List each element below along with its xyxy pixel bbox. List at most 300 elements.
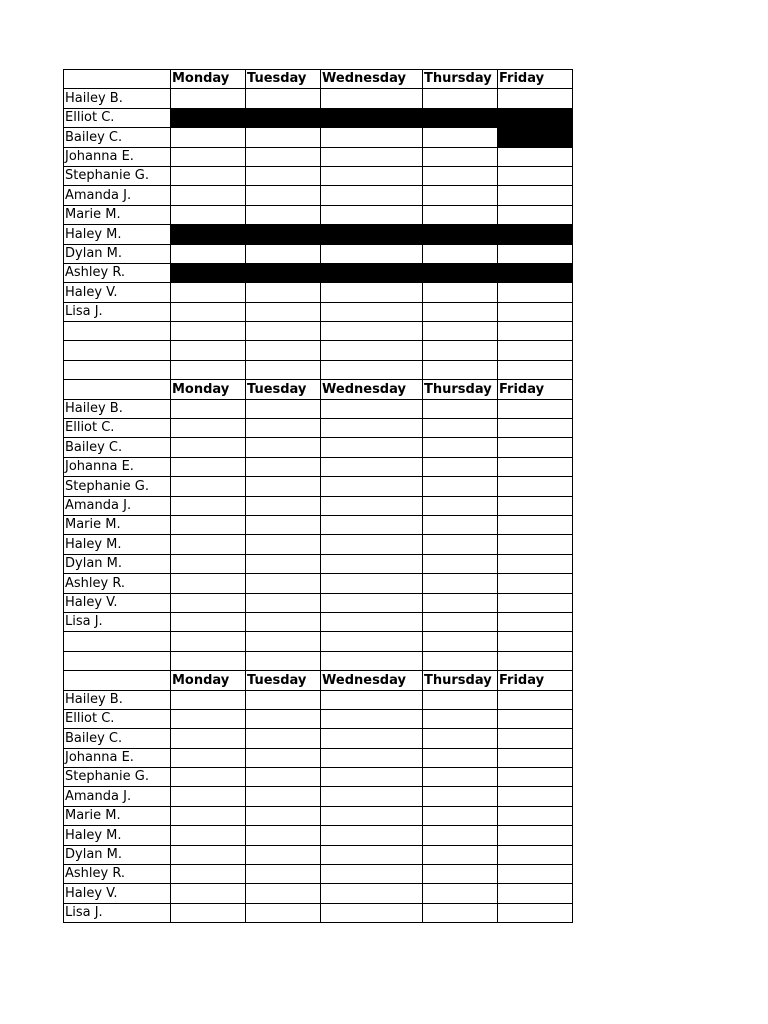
schedule-cell[interactable] [498,593,573,612]
schedule-cell[interactable] [246,515,321,534]
schedule-cell[interactable] [246,166,321,185]
schedule-cell[interactable] [423,709,498,728]
schedule-cell[interactable] [246,496,321,515]
schedule-cell[interactable] [321,787,423,806]
schedule-cell[interactable] [498,419,573,438]
schedule-cell[interactable] [246,302,321,321]
name-cell[interactable]: Marie M. [64,806,171,825]
schedule-cell[interactable] [321,612,423,631]
schedule-cell[interactable] [423,748,498,767]
schedule-cell[interactable] [423,515,498,534]
table-row [64,748,573,767]
schedule-cell[interactable] [246,457,321,476]
schedule-cell[interactable] [171,574,246,593]
schedule-cell[interactable] [321,244,423,263]
header-corner-cell[interactable] [64,70,171,89]
blank-row [64,360,573,379]
filled-cell[interactable] [321,225,423,244]
empty-cell[interactable] [498,341,573,360]
schedule-cell[interactable] [171,147,246,166]
schedule-cell[interactable] [321,419,423,438]
day-header-wednesday[interactable]: Wednesday [321,671,423,690]
schedule-cell[interactable] [423,768,498,787]
name-cell[interactable]: Johanna E. [64,147,171,166]
empty-cell[interactable] [321,341,423,360]
schedule-cell[interactable] [423,89,498,108]
empty-cell[interactable] [171,322,246,341]
name-cell[interactable]: Haley M. [64,535,171,554]
empty-cell[interactable] [423,651,498,670]
empty-cell[interactable] [246,651,321,670]
empty-cell[interactable] [423,341,498,360]
empty-cell[interactable] [321,651,423,670]
table-row [64,515,573,534]
name-cell[interactable]: Lisa J. [64,302,171,321]
filled-cell[interactable] [246,108,321,127]
table-row [64,709,573,728]
schedule-cell[interactable] [321,768,423,787]
name-cell[interactable]: Elliot C. [64,108,171,127]
name-cell[interactable]: Marie M. [64,205,171,224]
schedule-cell[interactable] [423,690,498,709]
schedule-cell[interactable] [321,457,423,476]
schedule-cell[interactable] [423,845,498,864]
schedule-cell[interactable] [171,89,246,108]
empty-cell[interactable] [246,632,321,651]
table-row [64,263,573,282]
schedule-cell[interactable] [171,477,246,496]
schedule-cell[interactable] [246,768,321,787]
day-header-thursday[interactable]: Thursday [423,671,498,690]
schedule-cell[interactable] [423,806,498,825]
filled-cell[interactable] [171,263,246,282]
schedule-cell[interactable] [171,865,246,884]
schedule-cell[interactable] [321,477,423,496]
table-row [64,612,573,631]
table-row [64,787,573,806]
schedule-cell[interactable] [321,166,423,185]
filled-cell[interactable] [423,225,498,244]
filled-cell[interactable] [498,225,573,244]
schedule-cell[interactable] [171,496,246,515]
table-row [64,89,573,108]
schedule-cell[interactable] [321,515,423,534]
name-cell[interactable]: Amanda J. [64,186,171,205]
schedule-cell[interactable] [423,554,498,573]
schedule-cell[interactable] [498,477,573,496]
table-row [64,147,573,166]
schedule-cell[interactable] [171,787,246,806]
schedule-cell[interactable] [171,826,246,845]
name-cell[interactable]: Lisa J. [64,612,171,631]
schedule-cell[interactable] [321,903,423,922]
schedule-cell[interactable] [498,186,573,205]
schedule-cell[interactable] [498,302,573,321]
schedule-cell[interactable] [498,845,573,864]
name-cell[interactable]: Elliot C. [64,419,171,438]
schedule-cell[interactable] [498,438,573,457]
table-row [64,826,573,845]
filled-cell[interactable] [321,108,423,127]
schedule-cell[interactable] [423,186,498,205]
schedule-cell[interactable] [321,302,423,321]
schedule-cell[interactable] [171,166,246,185]
empty-cell[interactable] [246,360,321,379]
empty-cell[interactable] [171,651,246,670]
schedule-cell[interactable] [321,806,423,825]
schedule-cell[interactable] [171,593,246,612]
header-corner-cell[interactable] [64,671,171,690]
schedule-cell[interactable] [246,729,321,748]
empty-cell[interactable] [171,360,246,379]
filled-cell[interactable] [246,263,321,282]
schedule-cell[interactable] [423,399,498,418]
schedule-cell[interactable] [321,438,423,457]
schedule-cell[interactable] [498,884,573,903]
schedule-cell[interactable] [246,748,321,767]
name-cell[interactable]: Marie M. [64,515,171,534]
schedule-cell[interactable] [321,826,423,845]
schedule-cell[interactable] [321,709,423,728]
schedule-cell[interactable] [423,884,498,903]
schedule-cell[interactable] [498,89,573,108]
day-header-tuesday[interactable]: Tuesday [246,70,321,89]
empty-cell[interactable] [64,360,171,379]
empty-cell[interactable] [498,322,573,341]
filled-cell[interactable] [423,263,498,282]
table-row [64,768,573,787]
header-row [64,671,573,690]
empty-cell[interactable] [498,651,573,670]
schedule-cell[interactable] [171,205,246,224]
schedule-cell[interactable] [321,205,423,224]
schedule-cell[interactable] [423,612,498,631]
table-row [64,729,573,748]
schedule-cell[interactable] [321,496,423,515]
schedule-cell[interactable] [171,283,246,302]
filled-cell[interactable] [498,108,573,127]
schedule-cell[interactable] [246,612,321,631]
name-cell[interactable]: Ashley R. [64,263,171,282]
schedule-cell[interactable] [321,554,423,573]
schedule-cell[interactable] [171,438,246,457]
table-row [64,690,573,709]
schedule-cell[interactable] [171,690,246,709]
schedule-cell[interactable] [423,826,498,845]
schedule-cell[interactable] [498,574,573,593]
schedule-cell[interactable] [498,515,573,534]
filled-cell[interactable] [498,128,573,147]
schedule-cell[interactable] [246,554,321,573]
table-row [64,496,573,515]
schedule-cell[interactable] [246,205,321,224]
schedule-cell[interactable] [423,147,498,166]
schedule-cell[interactable] [171,806,246,825]
name-cell[interactable]: Hailey B. [64,399,171,418]
day-header-friday[interactable]: Friday [498,70,573,89]
day-header-thursday[interactable]: Thursday [423,70,498,89]
schedule-cell[interactable] [498,903,573,922]
schedule-cell[interactable] [498,554,573,573]
schedule-cell[interactable] [171,302,246,321]
name-cell[interactable]: Dylan M. [64,244,171,263]
empty-cell[interactable] [64,632,171,651]
schedule-cell[interactable] [321,593,423,612]
schedule-cell[interactable] [423,419,498,438]
schedule-cell[interactable] [498,147,573,166]
table-row [64,244,573,263]
schedule-cell[interactable] [423,729,498,748]
schedule-cell[interactable] [498,787,573,806]
schedule-cell[interactable] [321,865,423,884]
schedule-cell[interactable] [423,283,498,302]
day-header-monday[interactable]: Monday [171,380,246,399]
schedule-cell[interactable] [171,535,246,554]
schedule-cell[interactable] [246,477,321,496]
schedule-cell[interactable] [498,865,573,884]
empty-cell[interactable] [321,632,423,651]
schedule-cell[interactable] [246,787,321,806]
day-header-wednesday[interactable]: Wednesday [321,380,423,399]
day-header-monday[interactable]: Monday [171,671,246,690]
schedule-cell[interactable] [246,845,321,864]
day-header-tuesday[interactable]: Tuesday [246,380,321,399]
table-row [64,903,573,922]
schedule-cell[interactable] [246,826,321,845]
empty-cell[interactable] [171,632,246,651]
schedule-cell[interactable] [246,89,321,108]
schedule-cell[interactable] [246,147,321,166]
empty-cell[interactable] [321,360,423,379]
empty-cell[interactable] [64,341,171,360]
name-cell[interactable]: Ashley R. [64,865,171,884]
name-cell[interactable]: Hailey B. [64,89,171,108]
day-header-tuesday[interactable]: Tuesday [246,671,321,690]
schedule-cell[interactable] [498,166,573,185]
schedule-cell[interactable] [246,593,321,612]
filled-cell[interactable] [171,108,246,127]
empty-cell[interactable] [423,360,498,379]
schedule-cell[interactable] [171,884,246,903]
table-row [64,128,573,147]
name-cell[interactable]: Stephanie G. [64,768,171,787]
schedule-cell[interactable] [423,457,498,476]
day-header-thursday[interactable]: Thursday [423,380,498,399]
schedule-cell[interactable] [246,438,321,457]
empty-cell[interactable] [498,360,573,379]
schedule-cell[interactable] [171,554,246,573]
schedule-cell[interactable] [171,845,246,864]
schedule-cell[interactable] [321,729,423,748]
day-header-friday[interactable]: Friday [498,671,573,690]
table-row [64,166,573,185]
schedule-cell[interactable] [498,612,573,631]
schedule-cell[interactable] [423,574,498,593]
schedule-cell[interactable] [246,574,321,593]
schedule-cell[interactable] [171,709,246,728]
schedule-cell[interactable] [321,147,423,166]
name-cell[interactable]: Dylan M. [64,845,171,864]
filled-cell[interactable] [423,108,498,127]
schedule-cell[interactable] [321,884,423,903]
schedule-cell[interactable] [171,128,246,147]
name-cell[interactable]: Stephanie G. [64,166,171,185]
schedule-cell[interactable] [423,166,498,185]
schedule-cell[interactable] [246,806,321,825]
empty-cell[interactable] [246,341,321,360]
schedule-cell[interactable] [321,283,423,302]
empty-cell[interactable] [64,651,171,670]
schedule-cell[interactable] [321,186,423,205]
schedule-cell[interactable] [171,612,246,631]
schedule-cell[interactable] [423,496,498,515]
header-row [64,70,573,89]
table-row [64,477,573,496]
schedule-cell[interactable] [498,729,573,748]
schedule-cell[interactable] [246,865,321,884]
table-row [64,535,573,554]
name-cell[interactable]: Bailey C. [64,438,171,457]
schedule-cell[interactable] [246,186,321,205]
schedule-cell[interactable] [321,690,423,709]
schedule-cell[interactable] [246,535,321,554]
schedule-cell[interactable] [498,709,573,728]
schedule-cell[interactable] [171,399,246,418]
schedule-cell[interactable] [498,496,573,515]
schedule-cell[interactable] [246,128,321,147]
schedule-cell[interactable] [246,283,321,302]
name-cell[interactable]: Elliot C. [64,709,171,728]
filled-cell[interactable] [171,225,246,244]
schedule-cell[interactable] [171,515,246,534]
schedule-cell[interactable] [246,903,321,922]
schedule-cell[interactable] [498,826,573,845]
schedule-cell[interactable] [498,806,573,825]
empty-cell[interactable] [246,322,321,341]
schedule-cell[interactable] [498,768,573,787]
schedule-cell[interactable] [423,787,498,806]
schedule-cell[interactable] [246,709,321,728]
schedule-cell[interactable] [423,128,498,147]
schedule-cell[interactable] [246,399,321,418]
table-row [64,225,573,244]
table-row [64,419,573,438]
schedule-cell[interactable] [246,244,321,263]
schedule-cell[interactable] [171,244,246,263]
schedule-cell[interactable] [498,690,573,709]
schedule-cell[interactable] [498,748,573,767]
schedule-cell[interactable] [423,865,498,884]
name-cell[interactable]: Johanna E. [64,748,171,767]
table-row [64,457,573,476]
schedule-cell[interactable] [321,89,423,108]
name-cell[interactable]: Johanna E. [64,457,171,476]
schedule-cell[interactable] [321,748,423,767]
schedule-cell[interactable] [423,535,498,554]
name-cell[interactable]: Hailey B. [64,690,171,709]
empty-cell[interactable] [171,341,246,360]
schedule-cell[interactable] [171,768,246,787]
day-header-friday[interactable]: Friday [498,380,573,399]
empty-cell[interactable] [321,322,423,341]
name-cell[interactable]: Lisa J. [64,903,171,922]
schedule-cell[interactable] [423,244,498,263]
name-cell[interactable]: Dylan M. [64,554,171,573]
schedule-cell[interactable] [321,128,423,147]
name-cell[interactable]: Amanda J. [64,496,171,515]
table-row [64,554,573,573]
schedule-cell[interactable] [171,186,246,205]
schedule-cell[interactable] [423,593,498,612]
name-cell[interactable]: Haley M. [64,826,171,845]
name-cell[interactable]: Ashley R. [64,574,171,593]
blank-row [64,322,573,341]
name-cell[interactable]: Bailey C. [64,128,171,147]
name-cell[interactable]: Haley M. [64,225,171,244]
empty-cell[interactable] [423,322,498,341]
schedule-sheet-body [64,70,573,923]
name-cell[interactable]: Haley V. [64,283,171,302]
schedule-cell[interactable] [171,748,246,767]
schedule-cell[interactable] [171,457,246,476]
table-row [64,108,573,127]
name-cell[interactable]: Stephanie G. [64,477,171,496]
schedule-cell[interactable] [246,690,321,709]
schedule-cell[interactable] [246,884,321,903]
table-row [64,205,573,224]
name-cell[interactable]: Haley V. [64,884,171,903]
blank-row [64,632,573,651]
day-header-wednesday[interactable]: Wednesday [321,70,423,89]
filled-cell[interactable] [498,263,573,282]
schedule-cell[interactable] [171,729,246,748]
schedule-cell[interactable] [423,903,498,922]
header-row [64,380,573,399]
name-cell[interactable]: Bailey C. [64,729,171,748]
schedule-cell[interactable] [498,205,573,224]
schedule-cell[interactable] [423,438,498,457]
schedule-cell[interactable] [423,205,498,224]
schedule-cell[interactable] [321,574,423,593]
schedule-cell[interactable] [498,283,573,302]
schedule-cell[interactable] [498,399,573,418]
filled-cell[interactable] [246,225,321,244]
empty-cell[interactable] [423,632,498,651]
schedule-cell[interactable] [498,457,573,476]
schedule-cell[interactable] [423,477,498,496]
schedule-cell[interactable] [498,535,573,554]
schedule-cell[interactable] [423,302,498,321]
schedule-cell[interactable] [498,244,573,263]
schedule-cell[interactable] [321,845,423,864]
schedule-cell[interactable] [246,419,321,438]
table-row [64,865,573,884]
filled-cell[interactable] [321,263,423,282]
empty-cell[interactable] [64,322,171,341]
name-cell[interactable]: Amanda J. [64,787,171,806]
empty-cell[interactable] [498,632,573,651]
schedule-cell[interactable] [171,903,246,922]
schedule-cell[interactable] [321,399,423,418]
schedule-cell[interactable] [321,535,423,554]
day-header-monday[interactable]: Monday [171,70,246,89]
table-row [64,283,573,302]
table-row [64,438,573,457]
table-row [64,593,573,612]
schedule-cell[interactable] [171,419,246,438]
header-corner-cell[interactable] [64,380,171,399]
name-cell[interactable]: Haley V. [64,593,171,612]
